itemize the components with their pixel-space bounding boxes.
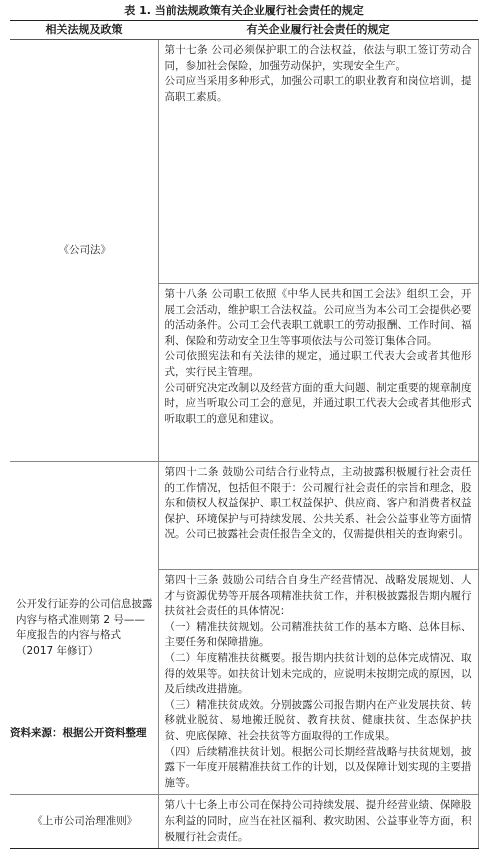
table-row <box>10 795 478 849</box>
article-paragraph: 公司应当采用多种形式，加强公司职工的职业教育和岗位培训，提高职工素质。 <box>164 75 472 103</box>
article-paragraph: 第八十七条上市公司在保持公司持续发展、提升经营业绩、保障股东利益的同时，应当在社区福利、救灾助困、公益事业等方面，积极履行社会责任。 <box>164 799 472 843</box>
header-provisions: 有关企业履行社会责任的规定 <box>158 21 478 40</box>
article-paragraph: （二）年度精准扶贫概要。报告期内扶贫计划的总体完成情况、取得的效果等。如扶贫计划未完成的，应说明未按期完成的原因，以及后续改进措施。 <box>164 651 472 696</box>
article-paragraph: （三）精准扶贫成效。分别披露公司报告期内在产业发展扶贫、转移就业脱贫、易地搬迁脱贫、教育扶贫、健康扶贫、生态保护扶贫、兜底保障、社会扶贫等方面取得的工作成果。 <box>164 698 472 742</box>
article-paragraph: （一）精准扶贫规划。公司精准扶贫工作的基本方略、总体目标、主要任务和保障措施。 <box>164 620 472 649</box>
article-paragraph: 第四十二条 鼓励公司结合行业特点，主动披露积极履行社会责任的工作情况，包括但不限于：公司履行社会责任的宗旨和理念，股东和债权人权益保护、职工权益保护、供应商、客户和消费者权益保护、环境保护与可持续发展、公共关系、社会公益事业等方面情况。公司已披露社会责任报告全文的，仅需提供相关的查询索引。 <box>164 466 472 541</box>
table-row <box>10 462 478 570</box>
table-header-row <box>10 21 478 40</box>
law-name-company-law: 《公司法》 <box>10 40 158 462</box>
source-note: 资料来源：根据公开资料整理 <box>10 727 147 739</box>
article-cell <box>158 40 478 284</box>
table-row <box>10 40 478 284</box>
law-name-governance-code: 《上市公司治理准则》 <box>10 795 158 849</box>
article-paragraph: 公司研究决定改制以及经营方面的重大问题、制定重要的规章制度时，应当听取公司工会的意见，并通过职工代表大会或者其他形式听取职工的意见和建议。 <box>164 381 472 425</box>
article-paragraph: 第十七条 公司必须保护职工的合法权益，依法与职工签订劳动合同，参加社会保险，加强劳动保护，实现安全生产。 <box>164 44 472 72</box>
table-caption: 表 1. 当前法规政策有关企业履行社会责任的规定 <box>124 4 364 17</box>
header-law: 相关法规及政策 <box>10 21 158 40</box>
article-cell <box>158 795 478 849</box>
article-paragraph: （四）后续精准扶贫计划。根据公司长期经营战略与扶贫规划，披露下一年度开展精准扶贫工作的计划，以及保障计划实现的主要措施等。 <box>164 745 472 789</box>
law-name-disclosure-standard: 公开发行证券的公司信息披露内容与格式准则第 2 号——年度报告的内容与格式（2017 年修订） <box>10 462 158 795</box>
regulation-table <box>10 20 479 849</box>
article-paragraph: 第四十三条 鼓励公司结合自身生产经营情况、战略发展规划、人才与资源优势等开展各项精准扶贫工作，并积极披露报告期内履行扶贫社会责任的具体情况： <box>164 574 472 618</box>
article-cell <box>158 284 478 462</box>
article-paragraph: 第十八条 公司职工依照《中华人民共和国工会法》组织工会，开展工会活动，维护职工合法权益。公司应当为本公司工会提供必要的活动条件。公司工会代表职工就职工的劳动报酬、工作时间、福利、保险和劳动安全卫生等事项依法与公司签订集体合同。 <box>164 288 472 347</box>
article-cell <box>158 462 478 570</box>
article-cell <box>158 570 478 795</box>
article-paragraph: 公司依照宪法和有关法律的规定，通过职工代表大会或者其他形式，实行民主管理。 <box>164 350 472 378</box>
